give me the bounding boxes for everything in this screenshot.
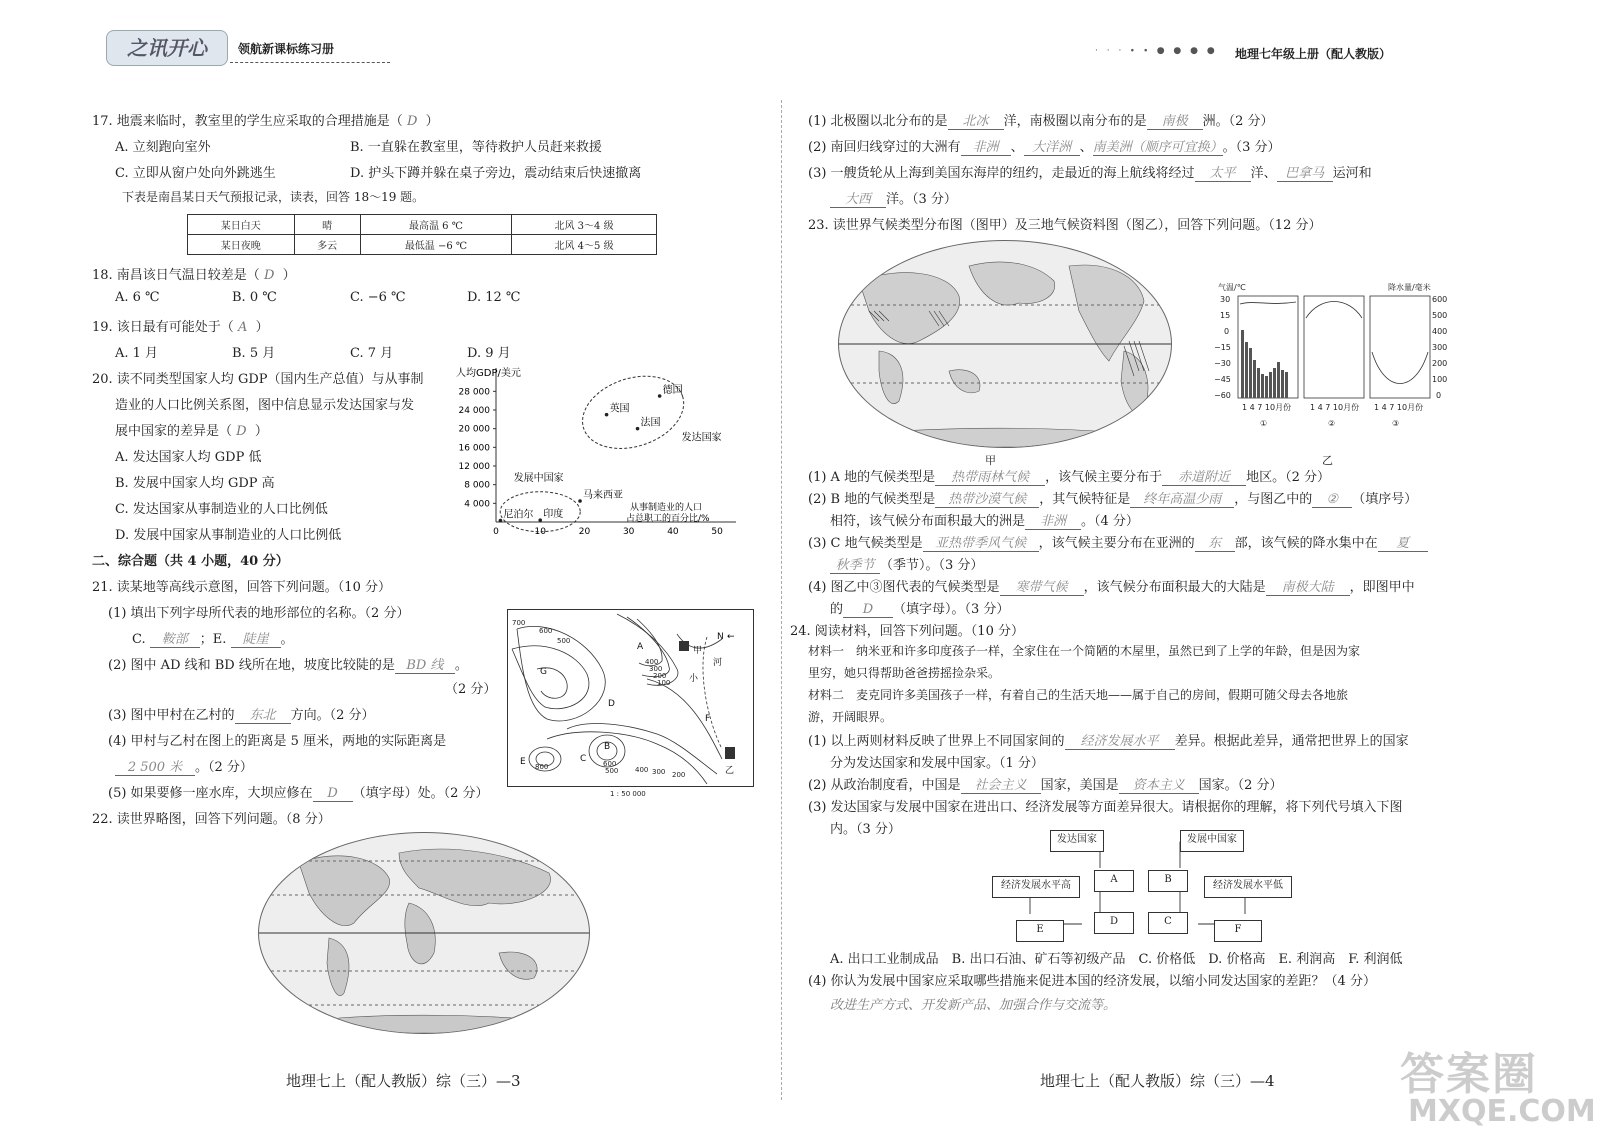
q19-stem: 19. 该日最有可能处于（ A ）	[92, 320, 269, 335]
table-cell: 某日白天	[188, 215, 295, 235]
point-label: 德国	[662, 385, 683, 396]
watermark-bottom: MXQE.COM	[1408, 1094, 1596, 1129]
contour-label: 500	[605, 767, 619, 775]
temp-tick: −30	[1214, 359, 1231, 368]
q20-option-d: D. 发展中国家从事制造业的人口比例低	[115, 528, 342, 543]
temp-tick: 15	[1220, 311, 1231, 320]
q20-option-c: C. 发达国家从事制造业的人口比例低	[115, 502, 328, 517]
q19-option: B. 5 月	[232, 346, 276, 361]
flow-d-box: D	[1094, 912, 1134, 934]
flow-developing-box: 发展中国家	[1180, 830, 1244, 852]
flow-high-box: 经济发展水平高	[992, 876, 1080, 898]
q21-p5-answer: D	[313, 786, 353, 802]
contour-letter-e: E	[520, 757, 526, 767]
village-yi: 乙	[725, 766, 735, 776]
table-cell: 北风 3～4 级	[512, 215, 657, 235]
y-tick-label: 4 000	[464, 499, 490, 510]
contour-label: 300	[649, 665, 663, 673]
q24-material-1-cont: 里穷，她只得帮助爸爸捞摇捡杂采。	[808, 666, 1001, 680]
temp-tick: 0	[1224, 327, 1230, 336]
contour-label: 300	[652, 768, 666, 776]
q18-stem: 18. 南昌该日气温日较差是（ D ）	[92, 268, 296, 283]
temp-tick: −60	[1214, 391, 1231, 400]
y-tick-label: 16 000	[458, 443, 490, 454]
q22-p3-cont: 大西 洋。（3 分）	[830, 188, 957, 208]
q22-p2: (2) 南回归线穿过的大洲有 非洲 、 大洋洲 、南美洲（顺序可宜换）。（3 分）	[808, 136, 1281, 156]
q20-stem-2: 造业的人口比例关系图，图中信息显示发达国家与发	[115, 398, 415, 413]
data-point	[636, 427, 640, 431]
temp-tick: −15	[1214, 343, 1231, 352]
precip-tick: 100	[1432, 375, 1448, 384]
gdp-scatter-chart	[440, 362, 770, 552]
q24-p4: (4) 你认为发展中国家应采取哪些措施来促进本国的经济发展，以缩小同发达国家的差距？（4 分）	[808, 974, 1376, 989]
precip-tick: 200	[1432, 359, 1448, 368]
q22-p3-a: 太平	[1195, 162, 1251, 182]
x-tick-label: 0	[493, 527, 499, 537]
q23-p4-cont: 的 D （填字母）。（3 分）	[830, 602, 1010, 617]
contour-label: 700	[512, 619, 526, 627]
point-label: 英国	[609, 403, 630, 415]
x-axis-title: 占总职工的百分比/%	[626, 514, 710, 524]
q23-p3-c: 夏	[1378, 532, 1428, 552]
logo: 之讯开心	[106, 30, 228, 66]
precip-tick: 300	[1432, 343, 1448, 352]
village-jia-marker	[679, 641, 689, 651]
q24-p1: (1) 以上两则材料反映了世界上不同国家间的 经济发展水平 差异。根据此差异，通常把世界上的国家	[808, 730, 1409, 750]
q23-p3: (3) C 地气候类型是 亚热带季风气候 ，该气候主要分布在亚洲的 东 部，该气候的降水集中在 夏	[808, 532, 1428, 552]
q17-stem: 17. 地震来临时，教室里的学生应采取的合理措施是（ D ）	[92, 114, 439, 129]
x-tick-label: 30	[622, 527, 635, 537]
table-cell: 最低温 −6 ℃	[360, 235, 511, 255]
temp-tick: −45	[1214, 375, 1231, 384]
flow-low-box: 经济发展水平低	[1204, 876, 1292, 898]
contour-label: 600	[539, 627, 553, 635]
q21-p4: (4) 甲村与乙村在图上的距离是 5 厘米，两地的实际距离是	[108, 734, 447, 749]
q19-option: A. 1 月	[115, 346, 159, 361]
header-left-title: 领航新课标练习册	[238, 42, 335, 56]
x-axis-title: 从事制造业的人口	[630, 503, 703, 513]
section-2-title: 二、综合题（共 4 小题，40 分）	[92, 554, 289, 569]
q22-stem: 22. 读世界略图，回答下列问题。（8 分）	[92, 812, 331, 827]
q24-material-1: 材料一 纳米亚和许多印度孩子一样，全家住在一个简陋的木屋里，虽然已到了上学的年龄，但是因为家	[808, 644, 1361, 658]
q23-stem: 23. 读世界气候类型分布图（图甲）及三地气候资料图（图乙），回答下列问题。（12 分）	[808, 218, 1322, 233]
x-tick-label: 50	[711, 527, 723, 537]
x-tick-label: 40	[667, 527, 679, 537]
q21-c-answer: 鞍部	[150, 628, 200, 648]
q21-p2: (2) 图中 AD 线和 BD 线所在地，坡度比较陡的是 BD 线 。	[108, 654, 468, 674]
q23-p3-b: 东	[1195, 532, 1235, 552]
q21-p1: (1) 填出下列字母所代表的地形部位的名称。（2 分）	[108, 606, 410, 621]
month-label: 1 4 7 10月份	[1242, 403, 1292, 412]
q23-p4-b: 南极大陆	[1266, 576, 1350, 596]
north-label: N	[717, 632, 724, 642]
q20-stem-1: 20. 读不同类型国家人均 GDP（国内生产总值）与从事制	[92, 372, 424, 387]
intro-18-19: 下表是南昌某日天气预报记录，读表，回答 18～19 题。	[122, 190, 425, 204]
flow-c-box: C	[1148, 912, 1188, 934]
q23-p3-a: 亚热带季风气候	[923, 532, 1039, 552]
q24-material-2: 材料二 麦克同许多美国孩子一样，有着自己的生活天地——属于自己的房间，假期可随父母去各地旅	[808, 688, 1349, 702]
q23-p1: (1) A 地的气候类型是 热带雨林气候 ，该气候主要分布于 赤道附近 地区。（2 分）	[808, 466, 1330, 486]
precip-tick: 0	[1436, 391, 1442, 400]
contour-label: 500	[557, 637, 571, 645]
contour-label: 400	[645, 658, 659, 666]
contour-label: 400	[635, 766, 649, 774]
q18-option: C. −6 ℃	[350, 290, 406, 305]
q23-p2-b: 终年高温少雨	[1130, 488, 1234, 508]
flow-e-box: E	[1016, 920, 1064, 942]
q20-option-a: A. 发达国家人均 GDP 低	[115, 450, 262, 465]
q24-p3: (3) 发达国家与发展中国家在进出口、经济发展等方面差异很大。请根据你的理解，将下列代号填入下图	[808, 800, 1403, 815]
point-label: 法国	[640, 417, 661, 429]
flow-a-box: A	[1094, 870, 1134, 892]
climate-charts	[1210, 282, 1450, 432]
data-point	[538, 518, 542, 522]
right-footer: 地理七上（配人教版）综（三）—4	[1040, 1072, 1275, 1090]
q22-p1-a: 北冰	[948, 110, 1004, 130]
q24-material-2-cont: 游，开阔眼界。	[808, 710, 893, 724]
contour-scale: 1 : 50 000	[610, 790, 646, 798]
q23-p2-cont: 相符，该气候分布面积最大的洲是 非洲 。（4 分）	[830, 510, 1139, 530]
q20-option-b: B. 发展中国家人均 GDP 高	[115, 476, 275, 491]
q23-p1-a: 热带雨林气候	[935, 466, 1045, 486]
q22-p1-b: 南极	[1147, 110, 1203, 130]
q23-p4-c: D	[843, 602, 893, 618]
river-label: 河	[713, 658, 723, 668]
north-arrow-icon: ←	[727, 632, 735, 642]
q24-options: A. 出口工业制成品 B. 出口石油、矿石等初级产品 C. 价格低 D. 价格高 E. 利润高 F. 利润低	[830, 952, 1403, 967]
y-tick-label: 12 000	[458, 462, 490, 472]
q21-p5: (5) 如果要修一座水库，大坝应修在 D （填字母）处。（2 分）	[108, 786, 489, 801]
q21-p2-answer: BD 线	[395, 654, 455, 674]
group-label-developed: 发达国家	[681, 432, 722, 444]
contour-letter-f: F	[705, 714, 711, 724]
table-cell: 多云	[294, 235, 360, 255]
q23-p1-b: 赤道附近	[1162, 466, 1246, 486]
y-tick-label: 20 000	[458, 424, 490, 435]
q24-p3-cont: 内。（3 分）	[830, 822, 901, 837]
table-row	[188, 215, 657, 235]
contour-letter-d: D	[608, 699, 615, 709]
table-row	[188, 235, 657, 255]
q21-stem: 21. 读某地等高线示意图，回答下列问题。（10 分）	[92, 580, 391, 595]
q21-e-answer: 陡崖	[231, 628, 281, 648]
data-point	[605, 413, 609, 417]
q17-option-a: A. 立刻跑向室外	[115, 140, 211, 155]
contour-label: 200	[672, 771, 686, 779]
precip-tick: 400	[1432, 327, 1448, 336]
left-footer: 地理七上（配人教版）综（三）—3	[286, 1072, 521, 1090]
figure-yi-label: 乙	[1322, 454, 1333, 467]
q19-option: D. 9 月	[467, 346, 511, 361]
flow-b-box: B	[1148, 870, 1188, 892]
contour-label: 200	[653, 672, 667, 680]
figure-jia-label: 甲	[985, 454, 996, 467]
contour-letter-b: B	[604, 742, 611, 752]
precip-axis-title: 降水量/毫米	[1388, 283, 1431, 292]
precip-tick: 500	[1432, 311, 1448, 320]
precip-tick: 600	[1432, 295, 1448, 304]
contour-map	[507, 609, 754, 787]
table-cell: 北风 4～5 级	[512, 235, 657, 255]
contour-label: 800	[535, 763, 549, 771]
q17-option-c: C. 立即从窗户处向外跳逃生	[115, 166, 276, 181]
x-tick-label: 10	[534, 527, 546, 537]
q21-p2-score: （2 分）	[445, 682, 497, 697]
flow-f-box: F	[1214, 920, 1262, 942]
q17-option-d: D. 护头下蹲并躲在桌子旁边，震动结束后快速撤离	[350, 166, 642, 181]
q18-option: B. 0 ℃	[232, 290, 277, 305]
y-tick-label: 24 000	[458, 406, 490, 416]
panel-label: ①	[1260, 419, 1268, 428]
q22-p3: (3) 一艘货轮从上海到美国东海岸的纽约，走最近的海上航线将经过 太平 洋、 巴拿马 运河和	[808, 162, 1372, 182]
q19-option: C. 7 月	[350, 346, 394, 361]
q24-p2-b: 资本主义	[1119, 774, 1199, 794]
temp-tick: 30	[1220, 295, 1231, 304]
q21-p3-answer: 东北	[235, 704, 291, 724]
header-right-title: 地理七年级上册（配人教版）	[1235, 47, 1392, 61]
q18-option: A. 6 ℃	[115, 290, 160, 305]
month-label: 1 4 7 10月份	[1310, 403, 1360, 412]
contour-label: 600	[603, 760, 617, 768]
small-river-label: 小	[689, 674, 699, 684]
panel-label: ②	[1328, 419, 1336, 428]
climate-world-map	[838, 240, 1172, 448]
q22-p3-b: 巴拿马	[1277, 162, 1333, 182]
q24-p2: (2) 从政治制度看，中国是 社会主义 国家，美国是 资本主义 国家。（2 分）	[808, 774, 1282, 794]
q21-p4-answer: 2 500 米	[115, 756, 195, 776]
header-left-rule	[230, 62, 390, 63]
watermark-top: 答案圈	[1400, 1049, 1538, 1100]
x-tick-label: 20	[578, 527, 591, 537]
village-yi-marker	[725, 747, 735, 759]
q23-p3-c2: 秋季节	[830, 554, 880, 574]
temp-axis-title: 气温/℃	[1218, 283, 1246, 292]
q24-p2-a: 社会主义	[961, 774, 1041, 794]
q22-p3-c: 大西	[830, 188, 886, 208]
y-axis-title: 人均GDP/美元	[456, 368, 521, 379]
data-point	[578, 499, 582, 503]
contour-letter-c: C	[580, 754, 587, 764]
flow-developed-box: 发达国家	[1050, 830, 1104, 852]
q24-p1-a: 经济发展水平	[1065, 730, 1175, 750]
q23-p3-cont: 秋季节 （季节）。（3 分）	[830, 554, 983, 574]
point-label: 马来西亚	[583, 490, 624, 501]
data-point	[658, 394, 662, 398]
weather-table	[187, 214, 657, 255]
q22-p2-c: 南美洲（顺序可宜换）	[1093, 136, 1223, 156]
q23-p2: (2) B 地的气候类型是 热带沙漠气候 ，其气候特征是 终年高温少雨 ，与图乙中的 ② （填序号）	[808, 488, 1417, 508]
q23-p2-a: 热带沙漠气候	[935, 488, 1039, 508]
y-tick-label: 8 000	[464, 480, 490, 491]
column-divider	[781, 100, 782, 1100]
q23-p4-a: 寒带气候	[1000, 576, 1084, 596]
q17-option-b: B. 一直躲在教室里，等待救护人员赶来救援	[350, 140, 602, 155]
q24-stem: 24. 阅读材料，回答下列问题。（10 分）	[790, 624, 1024, 639]
point-label: 印度	[543, 509, 564, 521]
q23-p4: (4) 图乙中③图代表的气候类型是 寒带气候 ，该气候分布面积最大的大陆是 南极大陆 ，即图甲中	[808, 576, 1415, 596]
developed-group-outline	[573, 364, 693, 461]
group-label-developing: 发展中国家	[513, 472, 564, 484]
q22-p2-b: 大洋洲	[1024, 136, 1080, 156]
q18-option: D. 12 ℃	[467, 290, 521, 305]
q21-p3: (3) 图中甲村在乙村的 东北 方向。（2 分）	[108, 704, 374, 724]
q21-p1-answers: C. 鞍部 ；E. 陡崖 。	[132, 628, 294, 648]
q24-p4-answer: 改进生产方式、开发新产品、加强合作与交流等。	[830, 998, 1117, 1013]
data-point	[499, 519, 503, 523]
world-map-small	[258, 832, 590, 1034]
month-label: 1 4 7 10月份	[1374, 403, 1424, 412]
contour-letter-a: A	[637, 642, 644, 652]
contour-label: 100	[657, 679, 671, 687]
village-jia: 甲	[693, 646, 703, 656]
q21-p4-answer-line: 2 500 米 。（2 分）	[115, 756, 253, 776]
header-dots: · · · ∙ ∙ ● ● ● ●	[1095, 46, 1218, 56]
q22-p2-a: 非洲	[961, 136, 1011, 156]
q23-p2-d: 非洲	[1025, 510, 1081, 530]
table-cell: 最高温 6 ℃	[360, 215, 511, 235]
q23-p2-c: ②	[1312, 492, 1352, 508]
q24-p1-cont: 分为发达国家和发展中国家。（1 分）	[830, 756, 1044, 771]
contour-letter-g: G	[540, 667, 547, 677]
table-cell: 晴	[294, 215, 360, 235]
q20-stem-3: 展中国家的差异是（ D ）	[115, 424, 268, 439]
y-tick-label: 28 000	[458, 387, 490, 398]
panel-label: ③	[1392, 419, 1400, 428]
table-cell: 某日夜晚	[188, 235, 295, 255]
point-label: 尼泊尔	[503, 509, 534, 521]
q22-p1: (1) 北极圈以北分布的是 北冰 洋，南极圈以南分布的是 南极 洲。（2 分）	[808, 110, 1273, 130]
